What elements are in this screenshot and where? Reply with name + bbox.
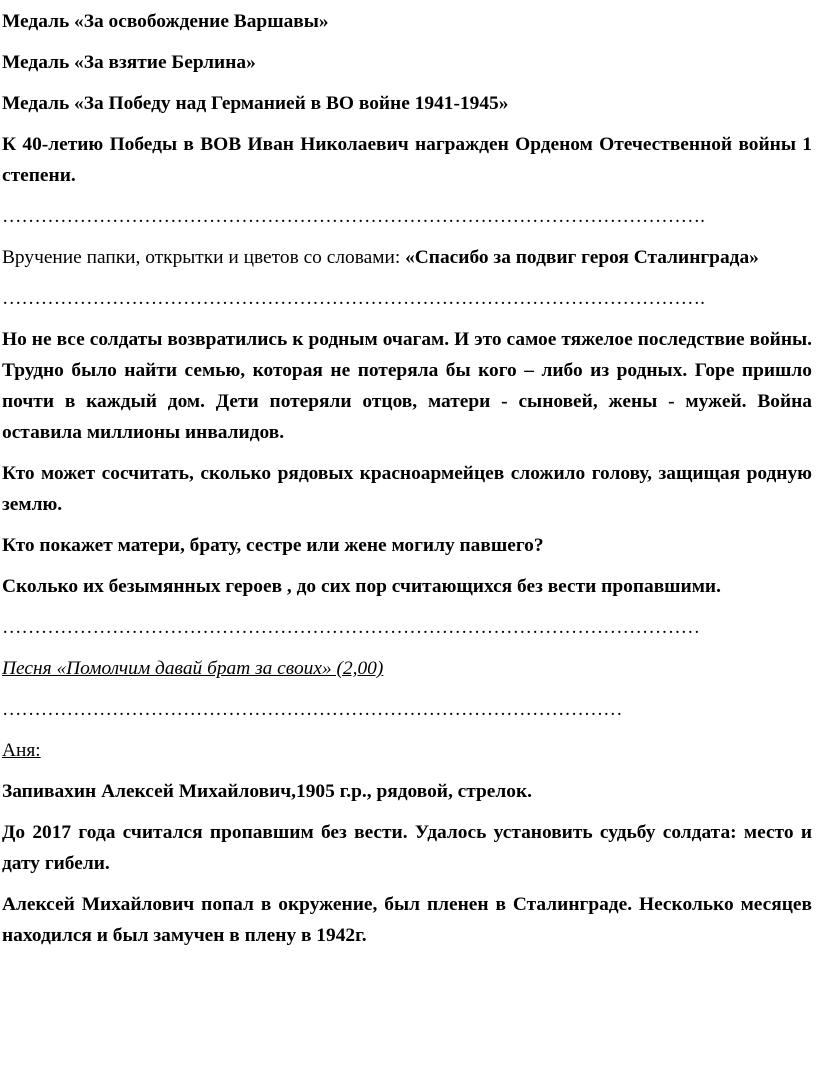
soldier-fate: Алексей Михайлович попал в окружение, был пленен в Сталинграде. Несколько месяцев находился и был замучен в плену в 1942г.: [2, 894, 812, 946]
question-nameless: Сколько их безымянных героев , до сих пор считающихся без вести пропавшими.: [2, 576, 721, 597]
song-label: Песня «Помолчим давай брат за своих» (2,00): [2, 658, 384, 679]
presentation-lead: Вручение папки, открытки и цветов со словами:: [2, 247, 406, 268]
medal-warsaw: Медаль «За освобождение Варшавы»: [2, 11, 329, 32]
separator-4: ……………………………………………………………………………………: [2, 699, 623, 720]
question-grave: Кто покажет матери, брату, сестре или жене могилу павшего?: [2, 535, 544, 556]
question-count: Кто может сосчитать, сколько рядовых красноармейцев сложило голову, защищая родную землю.: [2, 463, 812, 515]
separator-2: ……………………………………………………………………………………………….: [2, 288, 705, 309]
order-award-paragraph: К 40-летию Победы в ВОВ Иван Николаевич награжден Орденом Отечественной войны 1 степени.: [2, 134, 812, 186]
soldier-name: Запивахин Алексей Михайлович,1905 г.р., рядовой, стрелок.: [2, 781, 532, 802]
separator-1: ……………………………………………………………………………………………….: [2, 206, 705, 227]
speaker-line: [2, 735, 812, 766]
separator-3: ………………………………………………………………………………………………: [2, 617, 701, 638]
presentation-paragraph: [2, 242, 812, 273]
speaker-name: Аня:: [2, 740, 41, 761]
song-title: [2, 653, 812, 684]
presentation-quote: «Спасибо за подвиг героя Сталинграда»: [405, 247, 759, 268]
soldier-status: До 2017 года считался пропавшим без вести. Удалось установить судьбу солдата: место и дату гибели.: [2, 822, 812, 874]
medal-berlin: Медаль «За взятие Берлина»: [2, 52, 256, 73]
medal-victory: Медаль «За Победу над Германией в ВО войне 1941-1945»: [2, 93, 509, 114]
losses-paragraph: Но не все солдаты возвратились к родным очагам. И это самое тяжелое последствие войны. Трудно было найти семью, которая не потеряла бы кого – либо из родных. Горе пришло почти в каждый дом. Дети потеряли отцов, матери - сыновей, жены - мужей. Война оставила миллионы инвалидов.: [2, 329, 812, 443]
